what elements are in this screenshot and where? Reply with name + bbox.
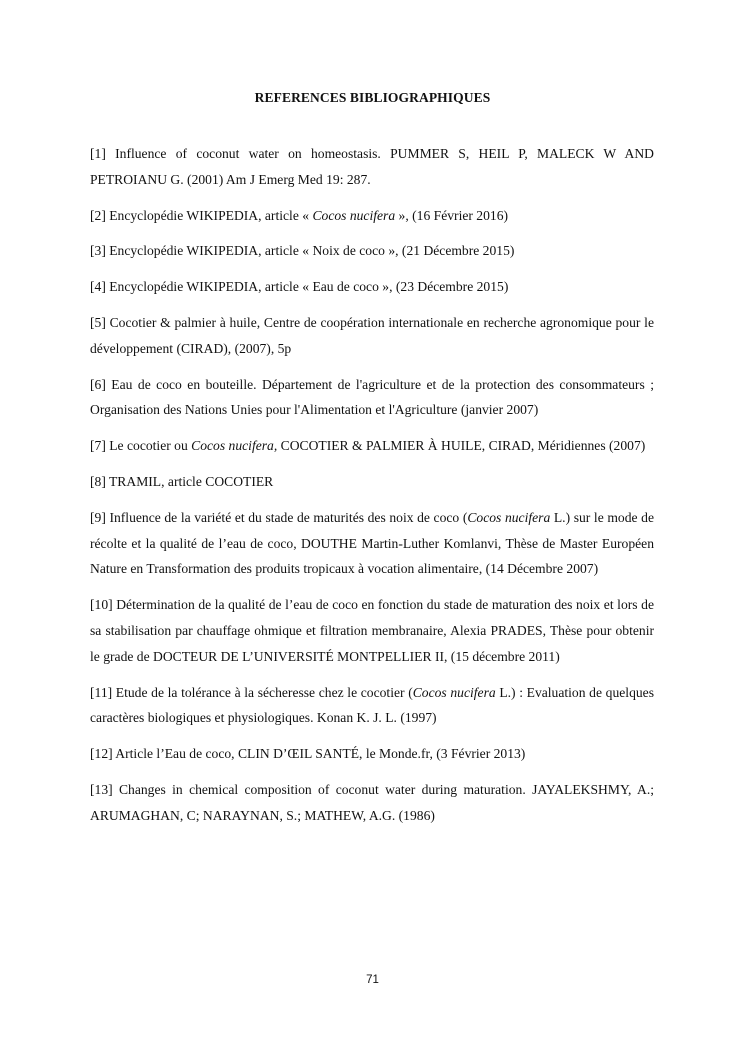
- reference-item: [90, 680, 654, 732]
- reference-text: L.) : Evaluation de quelques caractères biologiques et physiologiques. Konan K. J. L. (1997): [90, 684, 654, 726]
- reference-item: [90, 310, 654, 362]
- reference-text: [6] Eau de coco en bouteille. Département de l'agriculture et de la protection des consommateurs ; Organisation des Nations Unies pour l'Alimentation et l'Agriculture (janvier 2007): [90, 376, 654, 418]
- reference-italic-text: Cocos nucifera: [412, 684, 496, 700]
- reference-text: L.) sur le mode de récolte et la qualité de l’eau de coco, DOUTHE Martin-Luther Komlanvi, Thèse de Master Européen Nature en Transformation des produits tropicaux à vocation alimentaire, (14 Décembre 2007): [90, 509, 654, 577]
- reference-item: [90, 372, 654, 424]
- page-number: 71: [366, 974, 379, 986]
- reference-italic-text: Cocos nucifera: [467, 509, 551, 525]
- reference-item: [90, 505, 654, 582]
- reference-text: », (16 Février 2016): [395, 207, 509, 223]
- reference-text: [4] Encyclopédie WIKIPEDIA, article « Eau de coco », (23 Décembre 2015): [90, 279, 509, 295]
- reference-text: [11] Etude de la tolérance à la sécheresse chez le cocotier (: [90, 684, 413, 700]
- reference-item: [90, 741, 654, 767]
- reference-item: [90, 433, 654, 459]
- reference-list: [90, 141, 654, 839]
- reference-italic-text: Cocos nucifera,: [191, 438, 278, 454]
- page-title: REFERENCES BIBLIOGRAPHIQUES: [254, 90, 491, 105]
- reference-text: [2] Encyclopédie WIKIPEDIA, article «: [90, 207, 313, 223]
- reference-text: [8] TRAMIL, article COCOTIER: [90, 473, 274, 489]
- reference-text: [12] Article l’Eau de coco, CLIN D’ŒIL SANTÉ, le Monde.fr, (3 Février 2013): [90, 746, 526, 762]
- reference-item: [90, 238, 654, 264]
- reference-text: [3] Encyclopédie WIKIPEDIA, article « Noix de coco », (21 Décembre 2015): [90, 243, 515, 259]
- reference-item: [90, 141, 654, 193]
- reference-item: [90, 469, 654, 495]
- reference-item: [90, 777, 654, 829]
- reference-italic-text: Cocos nucifera: [312, 207, 396, 223]
- reference-text: [10] Détermination de la qualité de l’eau de coco en fonction du stade de maturation des noix et lors de sa stabilisation par chauffage ohmique et filtration membranaire, Alexia PRADES, Thèse pour obtenir le grade de DOCTEUR DE L’UNIVERSITÉ MONTPELLIER II, (15 décembre 2011): [90, 597, 654, 664]
- reference-text: [7] Le cocotier ou: [90, 438, 192, 454]
- reference-text: [13] Changes in chemical composition of coconut water during maturation. JAYALEKSHMY, A.; ARUMAGHAN, C; NARAYNAN, S.; MATHEW, A.G. (1986): [90, 781, 654, 823]
- reference-text: COCOTIER & PALMIER À HUILE, CIRAD, Méridiennes (2007): [277, 438, 646, 454]
- reference-text: [9] Influence de la variété et du stade de maturités des noix de coco (: [90, 509, 468, 525]
- reference-text: [5] Cocotier & palmier à huile, Centre de coopération internationale en recherche agronomique pour le développement (CIRAD), (2007), 5p: [90, 314, 654, 356]
- reference-text: [1] Influence of coconut water on homeostasis. PUMMER S, HEIL P, MALECK W AND PETROIANU G. (2001) Am J Emerg Med 19: 287.: [90, 146, 654, 187]
- reference-item: [90, 274, 654, 300]
- reference-item: [90, 203, 654, 229]
- reference-item: [90, 592, 654, 669]
